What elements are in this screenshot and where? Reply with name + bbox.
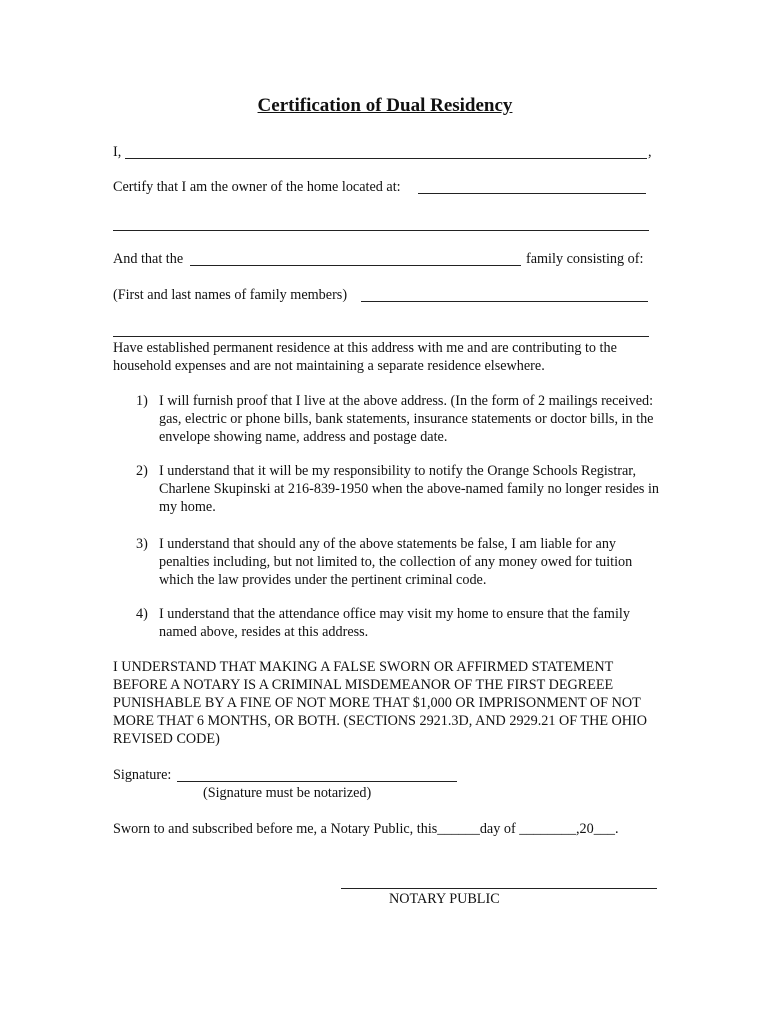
i-suffix: , bbox=[648, 144, 652, 160]
family-consisting-label: family consisting of: bbox=[526, 251, 644, 267]
certify-label: Certify that I am the owner of the home located at: bbox=[113, 179, 401, 195]
family-blank-line[interactable] bbox=[190, 265, 521, 266]
notary-public-label: NOTARY PUBLIC bbox=[389, 891, 500, 907]
family-names-blank-line[interactable] bbox=[361, 301, 648, 302]
established-paragraph: Have established permanent residence at this address with me and are contributing to the household expenses and are not maintaining a separate residence elsewhere. bbox=[113, 340, 617, 374]
list-text: I understand that it will be my responsibility to notify the Orange Schools Registrar, Charlene Skupinski at 216-839-1950 when the above-named family no longer resides in my home. bbox=[159, 463, 659, 515]
signature-label: Signature: bbox=[113, 767, 172, 783]
family-names-blank-line-2[interactable] bbox=[113, 336, 649, 337]
signature-note: (Signature must be notarized) bbox=[203, 785, 372, 801]
family-names-label: (First and last names of family members) bbox=[113, 287, 348, 303]
address-blank-line[interactable] bbox=[418, 193, 646, 194]
i-prefix: I, bbox=[113, 144, 122, 160]
notary-signature-line[interactable] bbox=[341, 888, 657, 889]
list-text: I will furnish proof that I live at the above address. (In the form of 2 mailings received: gas, electric or phone bills, bank statements, insurance statements or doctor bills, in the envelope showing name, address and postage date. bbox=[159, 393, 654, 445]
list-number: 4) bbox=[136, 606, 148, 622]
list-number: 2) bbox=[136, 463, 148, 479]
legal-notice: I UNDERSTAND THAT MAKING A FALSE SWORN OR AFFIRMED STATEMENT BEFORE A NOTARY IS A CRIMINAL MISDEMEANOR OF THE FIRST DEGREEE PUNISHABLE BY A FINE OF NOT MORE THAT $1,000 OR IMPRISONMENT OF NOT MORE THAT 6 MONTHS, OR BOTH. (SECTIONS 2921.3D, AND 2929.21 OF THE OHIO REVISED CODE) bbox=[113, 659, 648, 747]
list-number: 3) bbox=[136, 536, 148, 552]
list-number: 1) bbox=[136, 393, 148, 409]
list-text: I understand that should any of the above statements be false, I am liable for any penalties including, but not limited to, the collection of any money owed for tuition which the law provides under the pertinent criminal code. bbox=[159, 536, 633, 588]
sworn-statement: Sworn to and subscribed before me, a Notary Public, this______day of ________,20___. bbox=[113, 821, 619, 837]
document-title: Certification of Dual Residency bbox=[257, 95, 513, 116]
and-that-the-label: And that the bbox=[113, 251, 184, 267]
signature-blank-line[interactable] bbox=[177, 781, 457, 782]
list-text: I understand that the attendance office may visit my home to ensure that the family named above, resides at this address. bbox=[159, 606, 630, 640]
address-blank-line-2[interactable] bbox=[113, 230, 649, 231]
name-blank-line[interactable] bbox=[125, 158, 647, 159]
